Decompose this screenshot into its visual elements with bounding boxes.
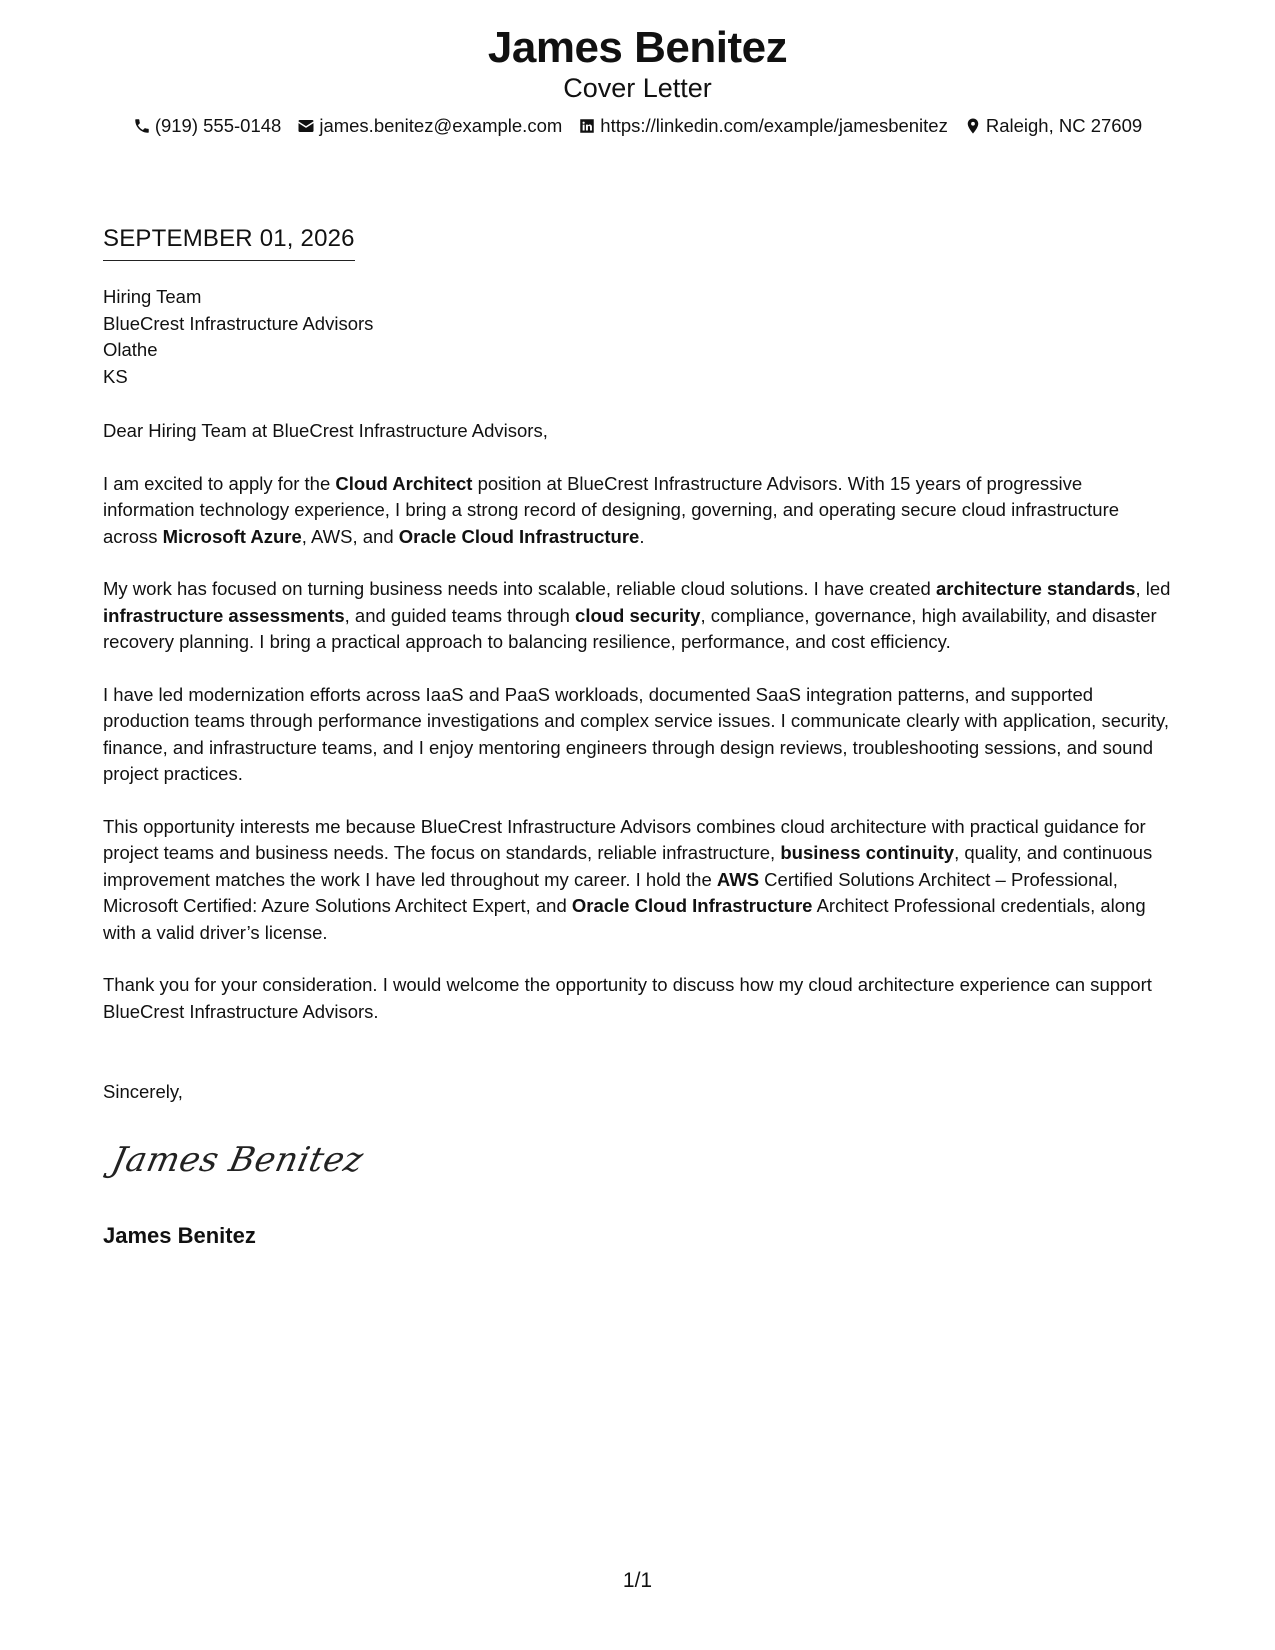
envelope-icon [297, 117, 315, 135]
letter-header [0, 22, 1275, 138]
phone-icon [133, 117, 151, 135]
letter-date [103, 224, 355, 261]
bold-keyword: AWS [716, 868, 760, 890]
contact-email[interactable] [297, 114, 562, 138]
phone-text: (919) 555-0148 [154, 115, 282, 136]
text-run: , quality, and continuous improvement matches the work I have led throughout my career. I hold the [103, 842, 1153, 890]
text-run: , and guided teams through [344, 604, 576, 626]
bold-keyword: infrastructure assessments [103, 604, 345, 626]
bold-keyword: architecture standards [935, 578, 1136, 600]
bold-keyword: Oracle Cloud Infrastructure [398, 525, 640, 547]
location-text: Raleigh, NC 27609 [985, 115, 1143, 136]
text-run: My work has focused on turning business needs into scalable, reliable cloud solutions. I have created [103, 578, 936, 600]
linkedin-icon [578, 117, 596, 135]
svg-text:James Benitez: James Benitez [108, 1140, 367, 1180]
body-paragraph-1 [103, 471, 1178, 550]
recipient-address [103, 284, 373, 390]
text-run: I am excited to apply for the [103, 472, 336, 494]
email-text: james.benitez@example.com [319, 115, 563, 136]
contact-location [964, 114, 1142, 138]
text-run: Architect Professional credentials, along with a valid driver’s license. [103, 895, 1146, 943]
bold-keyword: Oracle Cloud Infrastructure [571, 895, 813, 917]
applicant-name: James Benitez [487, 23, 788, 72]
recipient-line: Olathe [103, 339, 158, 360]
text-run: , led [1135, 578, 1171, 600]
bold-keyword: cloud security [575, 604, 701, 626]
linkedin-text: https://linkedin.com/example/jamesbenitez [600, 115, 948, 136]
signer-name: James Benitez [103, 1223, 256, 1248]
text-run: . [639, 525, 645, 547]
contact-bar [0, 114, 1275, 138]
handwritten-signature [108, 1133, 367, 1190]
contact-linkedin[interactable] [578, 114, 948, 138]
bold-keyword: Microsoft Azure [162, 525, 302, 547]
recipient-line: BlueCrest Infrastructure Advisors [103, 312, 374, 334]
bold-keyword: business continuity [780, 842, 955, 864]
body-paragraph-5: Thank you for your consideration. I would welcome the opportunity to discuss how my cloud architecture experience can support BlueCrest Infrastructure Advisors. [103, 974, 1152, 1022]
map-pin-icon [964, 117, 982, 135]
contact-phone[interactable] [133, 114, 282, 138]
closing-line: Sincerely, [103, 1081, 183, 1102]
text-run: , AWS, and [301, 525, 399, 547]
body-paragraph-2 [103, 576, 1178, 655]
body-paragraph-3: I have led modernization efforts across IaaS and PaaS workloads, documented SaaS integration patterns, and supported production teams through performance investigations and complex service issues. I communicate clearly with application, security, finance, and infrastructure teams, and I enjoy mentoring engineers through design reviews, troubleshooting sessions, and sound project practices. [103, 684, 1169, 785]
document-subtitle: Cover Letter [563, 73, 712, 103]
text-run: position at BlueCrest Infrastructure Advisors. With 15 years of progressive information technology experience, I bring a strong record of designing, governing, and operating secure cloud infrastructure across [103, 472, 1120, 547]
text-run: This opportunity interests me because BlueCrest Infrastructure Advisors combines cloud architecture with practical guidance for project teams and business needs. The focus on standards, reliable infrastructure, [103, 816, 1146, 864]
text-run: , compliance, governance, high availability, and disaster recovery planning. I bring a practical approach to balancing resilience, performance, and cost efficiency. [103, 604, 1157, 653]
letter-body [103, 418, 1178, 1052]
text-run: Certified Solutions Architect – Professional, Microsoft Certified: Azure Solutions Architect Expert, and [103, 868, 1118, 917]
recipient-line: KS [103, 365, 128, 387]
recipient-line: Hiring Team [103, 286, 202, 307]
body-paragraph-4 [103, 814, 1178, 946]
signature-graphic [108, 1133, 367, 1185]
page-number: 1/1 [622, 1569, 653, 1592]
salutation: Dear Hiring Team at BlueCrest Infrastructure Advisors, [103, 420, 548, 441]
date-text: SEPTEMBER 01, 2026 [103, 224, 355, 261]
bold-keyword: Cloud Architect [335, 472, 473, 494]
